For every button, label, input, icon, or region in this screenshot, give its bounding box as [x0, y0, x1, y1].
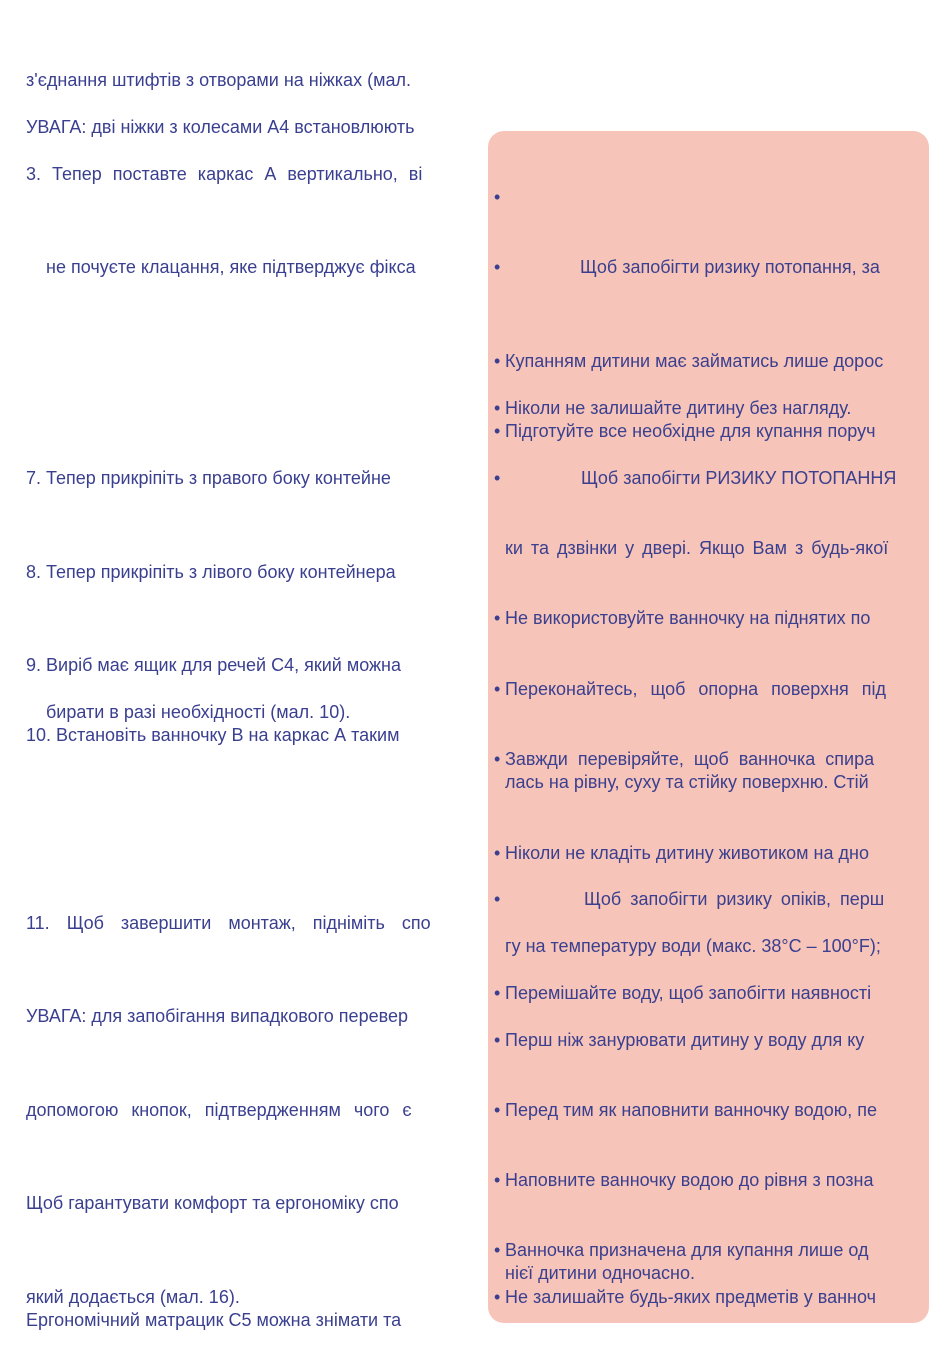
bullet-marker: • [494, 983, 501, 1003]
bullet-marker: • [494, 1100, 501, 1120]
bullet-marker: • [494, 1287, 501, 1307]
warning-panel [488, 131, 929, 1323]
warning-line: Наповните ванночку водою до рівня з позна [505, 1170, 874, 1190]
left-text-line: 3. Тепер поставте каркас А вертикально, ві [26, 164, 423, 184]
warning-line: нієї дитини одночасно. [505, 1263, 695, 1283]
bullet-marker: • [494, 468, 501, 488]
warning-line: Щоб запобігти ризику потопання, за [580, 257, 880, 277]
left-text-line: 8. Тепер прикріпіть з лівого боку контейнера [26, 562, 396, 582]
warning-line: Купанням дитини має займатись лише дорос [505, 351, 884, 371]
bullet-marker: • [494, 257, 501, 277]
left-text-line: не почуєте клацання, яке підтверджує фікса [46, 257, 416, 277]
left-text-line: 10. Встановіть ванночку В на каркас А таким [26, 725, 400, 745]
left-text-line: 7. Тепер прикріпіть з правого боку контейне [26, 468, 391, 488]
bullet-marker: • [494, 1170, 501, 1190]
warning-line: лась на рівну, суху та стійку поверхню. Стій [505, 772, 869, 792]
bullet-marker: • [494, 1240, 501, 1260]
bullet-marker: • [494, 398, 501, 418]
warning-line: Щоб запобігти ризику опіків, перш [584, 889, 885, 909]
warning-line: Перемішайте воду, щоб запобігти наявності [505, 983, 872, 1003]
left-text-line: Щоб гарантувати комфорт та ергономіку спо [26, 1193, 399, 1213]
warning-line: Ніколи не залишайте дитину без нагляду. [505, 398, 852, 418]
warning-line: Не використовуйте ванночку на піднятих по [505, 608, 871, 628]
warning-line: Не залишайте будь-яких предметів у ванноч [505, 1287, 876, 1307]
bullet-marker: • [494, 421, 501, 441]
left-text-line: бирати в разі необхідності (мал. 10). [46, 702, 351, 722]
left-text-line: 11. Щоб завершити монтаж, підніміть спо [26, 913, 431, 933]
bullet-marker: • [494, 679, 501, 699]
warning-line: Перш ніж занурювати дитину у воду для ку [505, 1030, 865, 1050]
left-text-line: 9. Виріб має ящик для речей С4, який можна [26, 655, 401, 675]
warning-line: Підготуйте все необхідне для купання поруч [505, 421, 876, 441]
warning-line: Перед тим як наповнити ванночку водою, пе [505, 1100, 878, 1120]
bullet-marker: • [494, 749, 501, 769]
warning-line: гу на температуру води (макс. 38°C – 100°F); [505, 936, 881, 956]
bullet-marker: • [494, 351, 501, 371]
left-text-line: який додається (мал. 16). [26, 1287, 240, 1307]
warning-line: Ванночка призначена для купання лише од [505, 1240, 869, 1260]
bullet-marker: • [494, 889, 501, 909]
warning-line: Ніколи не кладіть дитину животиком на дно [505, 843, 869, 863]
left-text-line: УВАГА: дві ніжки з колесами А4 встановлюють [26, 117, 415, 137]
bullet-marker: • [494, 187, 501, 207]
warning-line: Переконайтесь, щоб опорна поверхня під [505, 679, 887, 699]
left-text-line: допомогою кнопок, підтвердженням чого є [26, 1100, 412, 1120]
left-text-line: з'єднання штифтів з отворами на ніжках (мал. [26, 70, 411, 90]
warning-line: ки та дзвінки у двері. Якщо Вам з будь-якої [505, 538, 889, 558]
left-text-line: Ергономічний матрацик С5 можна знімати та [26, 1310, 402, 1330]
left-text-line: УВАГА: для запобігання випадкового перевер [26, 1006, 408, 1026]
bullet-marker: • [494, 1030, 501, 1050]
bullet-marker: • [494, 843, 501, 863]
bullet-marker: • [494, 608, 501, 628]
warning-line: Завжди перевіряйте, щоб ванночка спира [505, 749, 875, 769]
warning-line: Щоб запобігти РИЗИКУ ПОТОПАННЯ [581, 468, 897, 488]
